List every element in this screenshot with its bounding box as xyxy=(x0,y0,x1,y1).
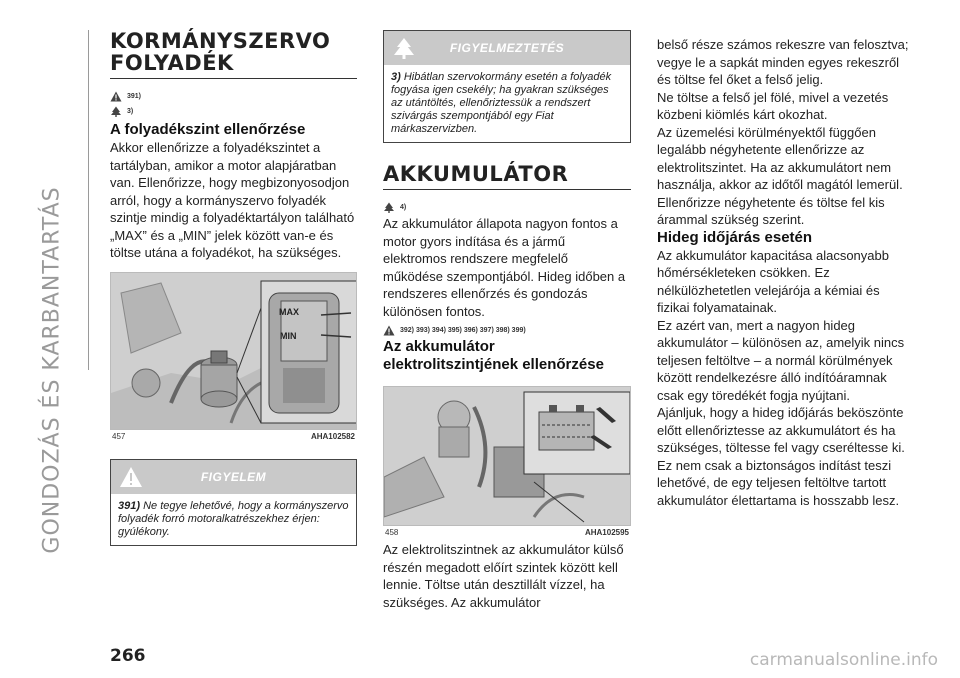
warning-triangle-icon xyxy=(110,91,122,102)
caution-ref: 3) xyxy=(391,71,401,83)
warning-text: Ne tegye lehetővé, hogy a kormányszervo folyadék forró motoralkatrészekhez érjen: gyúlékony. xyxy=(118,499,349,538)
watermark: carmanualsonline.info xyxy=(749,650,938,670)
tree-caution-icon xyxy=(110,106,122,117)
warning-ref-line xyxy=(383,323,631,337)
paragraph-check-interval: Az üzemelési körülményektől függően legalább négyhetente ellenőrizze az elektrolitszintet. Ha az akkumulátort nem használja, akkor az időtől magától lemerül. xyxy=(657,124,903,192)
figure-caption xyxy=(383,526,631,537)
paragraph-recharge: Ellenőrizze négyhetente és töltse fel kis árammal szükség szerint. xyxy=(657,194,885,227)
caution-ref-text: 3) xyxy=(127,107,134,115)
max-label: MAX xyxy=(279,306,299,317)
figure-number: 457 xyxy=(112,431,126,441)
warning-ref-text: 392) 393) 394) 395) 396) 397) 398) 399) xyxy=(400,326,526,334)
warning-triangle-icon xyxy=(119,466,143,488)
tree-caution-icon xyxy=(392,37,416,59)
warning-box xyxy=(110,459,357,546)
warning-triangle-icon xyxy=(383,325,395,336)
warning-ref-text: 391) xyxy=(127,92,142,100)
section-side-title-text: GONDOZÁS ÉS KARBANTARTÁS xyxy=(39,186,65,554)
reservoir-illustration xyxy=(111,273,357,430)
heading-line-2: FOLYADÉK xyxy=(110,51,234,75)
column-1 xyxy=(110,30,357,546)
warning-header xyxy=(111,460,356,494)
subheading-electrolyte-check: Az akkumulátor elektrolitszintjének ellenőrzése xyxy=(383,338,604,373)
warning-ref-line xyxy=(110,89,357,103)
figure-code: AHA102595 xyxy=(584,528,629,537)
paragraph-overfill: Ne töltse a felső jel fölé, mivel a vezetés közbeni kiömlés kárt okozhat. xyxy=(657,89,889,122)
caution-title: FIGYELMEZTETÉS xyxy=(449,41,565,55)
side-divider xyxy=(88,30,89,370)
page-number: 266 xyxy=(110,646,146,666)
paragraph-electrolyte: Az elektrolitszintnek az akkumulátor külső részén megadott előírt szintek között kell lennie. Töltse után desztillált vízzel, ha szükséges. Az akkumulátor xyxy=(383,542,624,610)
column-3 xyxy=(657,36,912,509)
warning-body xyxy=(111,494,356,545)
caution-ref-line xyxy=(110,104,357,118)
paragraph-capacity: Az akkumulátor kapacitása alacsonyabb hőmérsékleteken csökken. Ez nélkülözhetetlen velejárója a kémiai és fizikai folyamatainak. xyxy=(657,247,889,315)
paragraph-cells: belső része számos rekeszre van felosztva; vegye le a sapkát minden egyes rekeszről és töltse fel őket a felső jelig. xyxy=(657,37,909,87)
warning-ref: 391) xyxy=(118,499,141,512)
caution-box xyxy=(383,30,631,143)
heading-rule xyxy=(110,78,357,79)
caution-text: Hibátlan szervokormány esetén a folyadék fogyása igen csekély; ha gyakran szükséges az utántöltés, ellenőriztessük a rendszert szivárgás szempontjából egy Fiat márkaszervizben. xyxy=(391,71,612,135)
caution-body xyxy=(384,65,630,142)
subheading-cold-weather: Hideg időjárás esetén xyxy=(657,228,813,246)
heading-line-1: KORMÁNYSZERVO xyxy=(110,29,331,53)
tree-caution-icon xyxy=(383,202,395,213)
heading-power-steering-fluid xyxy=(110,30,357,74)
subheading-fluid-level-check: A folyadékszint ellenőrzése xyxy=(110,121,306,138)
figure-code: AHA102582 xyxy=(310,431,355,441)
paragraph-recommendation: Ajánljuk, hogy a hideg időjárás beköszönte előtt ellenőriztesse az akkumulátort és ha szükséges, töltesse fel vagy cseréltesse ki. Ez nem csak a biztonságos indítást teszi lehetővé, de egy teljesen feltöltve tartott akkumulátor élettartama is hosszabb lesz. xyxy=(657,405,905,508)
figure-caption xyxy=(110,430,357,441)
warning-title: FIGYELEM xyxy=(200,469,267,484)
caution-ref-text: 4) xyxy=(400,203,407,211)
paragraph-cold-battery: Ez azért van, mert a nagyon hideg akkumulátor – különösen az, amelyik nincs teljesen feltöltve – a normál körülmények között rendelkezésre álló indítóáramnak csak egy töredékét fogja nyújtani. xyxy=(657,317,905,403)
heading-rule xyxy=(383,189,631,190)
battery-illustration xyxy=(384,387,631,526)
min-label: MIN xyxy=(280,330,297,341)
paragraph-fluid-level: Akkor ellenőrizze a folyadékszintet a tartályban, amikor a motor alapjáratban van. Ellenőrizze, hogy megbizonyosodjon arról, hogy a kormányszervo folyadék szintje mindig a folyadéktartályon található „MAX” és a „MIN” jelek között van-e és töltse utána a folyadékot, ha szükséges. xyxy=(110,140,355,260)
figure-number: 458 xyxy=(385,528,399,537)
figure-battery xyxy=(383,386,631,526)
figure-reservoir xyxy=(110,272,357,430)
column-2 xyxy=(383,30,631,611)
paragraph-battery-intro: Az akkumulátor állapota nagyon fontos a motor gyors indítása és a jármű elektromos rendszere megfelelő működése szempontjából. Hideg időben a rendszeres ellenőrzés és gondozás különösen fontos. xyxy=(383,216,626,319)
caution-ref-line xyxy=(383,200,631,214)
heading-battery: AKKUMULÁTOR xyxy=(383,162,569,186)
caution-header xyxy=(384,31,630,65)
